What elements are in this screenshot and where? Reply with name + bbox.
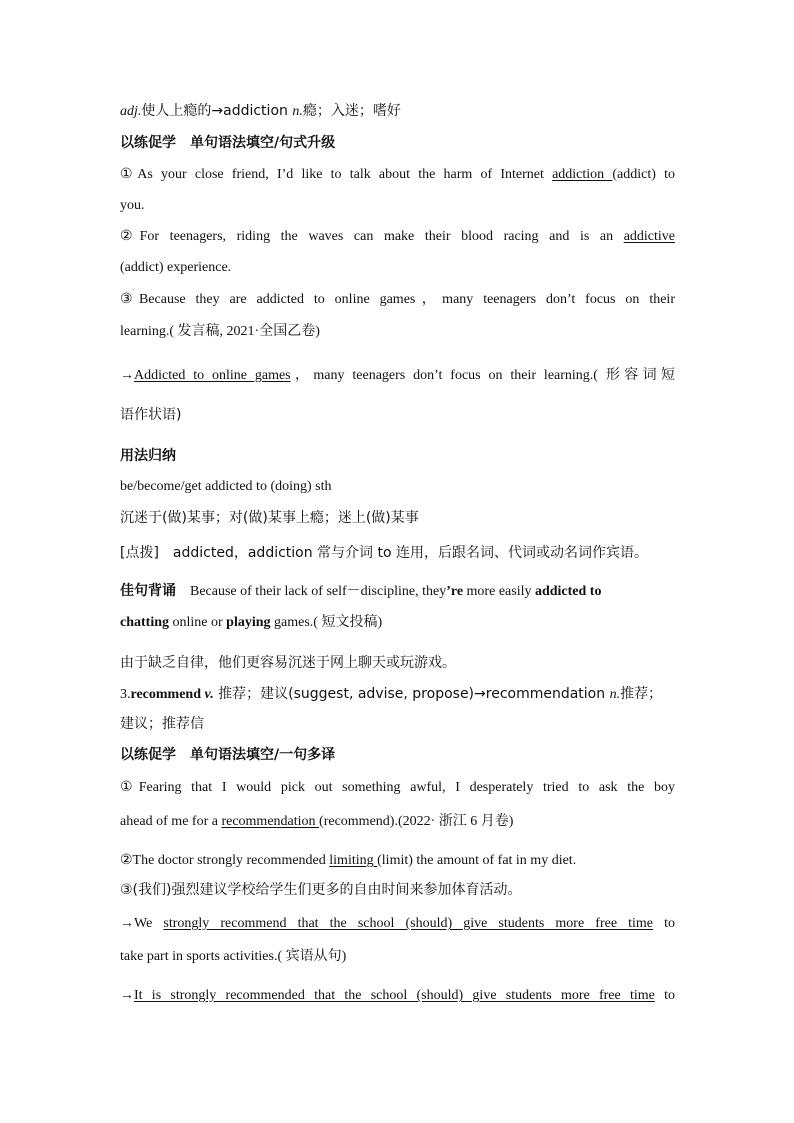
answer-it-is-strongly-recommended: It is strongly recommended that the school (should) give students more free time	[134, 988, 655, 1003]
exercise-3-line-1: ③Because they are addicted to online games，many teenagers don’t focus on their	[120, 292, 675, 307]
recommend-ex-1-line-1: ①Fearing that I would pick out something awful, I desperately tried to ask the boy	[120, 780, 675, 795]
answer-addiction: addiction	[552, 167, 613, 182]
recommend-ex-3-translation-2: →It is strongly recommended that the school (should) give students more free time to	[120, 988, 675, 1003]
pos-n: n.	[292, 104, 303, 119]
heading-usage: 用法归纳	[120, 448, 176, 464]
recommend-ex-2: ②The doctor strongly recommended limiting (limit) the amount of fat in my diet.	[120, 853, 577, 868]
good-sentence-line-1: 佳句背诵 Because of their lack of self－discipline, they’re more easily addicted to	[120, 583, 602, 599]
recommend-ex-1-line-2: ahead of me for a recommendation (recommend).(2022· 浙江 6 月卷)	[120, 814, 514, 829]
tip-line: [点拨] addicted，addiction 常与介词 to 连用，后跟名词、代词或动名词作宾语。	[120, 545, 649, 561]
answer-we-strongly-recommend: strongly recommend that the school (should) give students more free time	[163, 916, 654, 931]
answer-addictive: addictive	[623, 229, 675, 244]
recommend-ex-3-translation-1: →We strongly recommend that the school (should) give students more free time to	[120, 916, 675, 931]
usage-chinese: 沉迷于(做)某事；对(做)某事上瘾；迷上(做)某事	[120, 510, 419, 526]
answer-limiting: limiting	[329, 853, 378, 868]
word-3-line-1: 3.recommend v. 推荐；建议(suggest, advise, propose)→recommendation n.推荐；	[120, 686, 663, 702]
answer-addicted-to-online-games: Addicted to online games	[134, 368, 291, 383]
adj-meaning: 使人上瘾的→addiction	[141, 103, 293, 119]
headword-recommend: recommend	[130, 687, 201, 702]
recommend-ex-3-translation-1-cont: take part in sports activities.( 宾语从句)	[120, 949, 347, 964]
exercise-3-line-4: 语作状语)	[120, 407, 182, 423]
exercise-3-line-2: learning.( 发言稿, 2021·全国乙卷)	[120, 324, 320, 339]
exercise-3-line-3: →Addicted to online games，many teenagers don’t focus on their learning.( 形容词短	[120, 368, 675, 383]
heading-practice-1: 以练促学 单句语法填空/句式升级	[120, 135, 336, 151]
exercise-1-line-1: ①As your close friend, I’d like to talk about the harm of Internet addiction (addict) to	[120, 167, 675, 182]
line-adj-definition	[120, 101, 675, 122]
word-3-line-2: 建议；推荐信	[120, 716, 204, 732]
n-meaning: 瘾；入迷；嗜好	[302, 103, 401, 119]
good-sentence-chinese: 由于缺乏自律，他们更容易沉迷于网上聊天或玩游戏。	[120, 655, 456, 671]
exercise-2-line-2: (addict) experience.	[120, 260, 232, 275]
heading-practice-2: 以练促学 单句语法填空/一句多译	[120, 747, 336, 763]
answer-recommendation: recommendation	[221, 814, 320, 829]
usage-english: be/become/get addicted to (doing) sth	[120, 479, 332, 494]
good-sentence-label: 佳句背诵	[120, 583, 176, 599]
good-sentence-line-2: chatting online or playing games.( 短文投稿)	[120, 615, 383, 630]
pos-adj: adj.	[120, 104, 142, 119]
exercise-1-line-2: you.	[120, 198, 145, 213]
recommend-ex-3-chinese: ③(我们)强烈建议学校给学生们更多的自由时间来参加体育活动。	[120, 882, 522, 898]
exercise-2-line-1: ②For teenagers, riding the waves can make their blood racing and is an addictive	[120, 229, 675, 244]
